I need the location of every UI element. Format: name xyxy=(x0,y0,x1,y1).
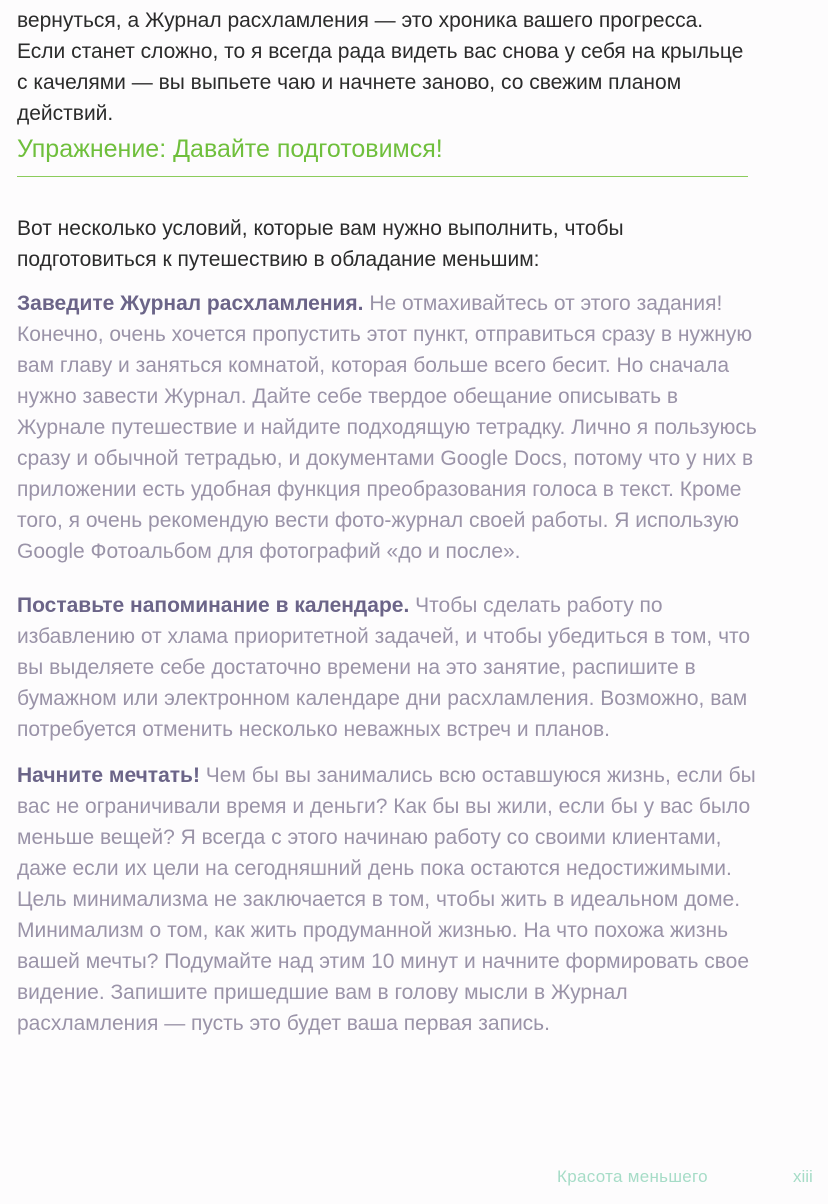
exercise-item-dream xyxy=(17,760,757,1039)
footer-book-title: Красота меньшего xyxy=(557,1167,708,1186)
exercise-item-title: Начните мечтать! xyxy=(17,764,200,787)
exercise-item-body: Чтобы сделать работу по избавлению от хлама приоритетной задачей, и чтобы убедиться в том, что вы выделяете себе достаточно времени на это занятие, распишите в бумажном или электронном календаре дни расхламления. Возможно, вам потребуется отменить несколько неважных встреч и планов. xyxy=(17,594,751,741)
exercise-item-title: Поставьте напоминание в календаре. xyxy=(17,594,410,617)
exercise-lead-paragraph: Вот несколько условий, которые вам нужно выполнить, чтобы подготовиться к путешествию в обладание меньшим: xyxy=(17,217,624,271)
intro-paragraph: вернуться, а Журнал расхламления — это хроника вашего прогресса. Если станет сложно, то я всегда рада видеть вас снова у себя на крыльце с качелями — вы выпьете чаю и начнете заново, со свежим планом действий. xyxy=(17,9,744,125)
exercise-item-journal xyxy=(17,288,757,567)
exercise-item-body: Чем бы вы занимались всю оставшуюся жизнь, если бы вас не ограничивали время и деньги? Как бы вы жили, если бы у вас было меньше вещей? Я всегда с этого начинаю работу со своими клиентами, даже если их цели на сегодняшний день пока остаются недостижимыми. Цель минимализма не заключается в том, чтобы жить в идеальном доме. Минимализм о том, как жить продуманной жизнью. На что похожа жизнь вашей мечты? Подумайте над этим 10 минут и начните формировать свое видение. Запишите пришедшие вам в голову мысли в Журнал расхламления — пусть это будет ваша первая запись. xyxy=(17,764,756,1035)
exercise-item-calendar xyxy=(17,590,757,745)
exercise-heading: Упражнение: Давайте подготовимся! xyxy=(17,135,443,163)
footer-page-number: xiii xyxy=(793,1167,813,1186)
heading-divider xyxy=(17,176,748,177)
exercise-item-body: Не отмахивайтесь от этого задания! Конечно, очень хочется пропустить этот пункт, отправиться сразу в нужную вам главу и заняться комнатой, которая больше всего бесит. Но сначала нужно завести Журнал. Дайте себе твердое обещание описывать в Журнале путешествие и найдите подходящую тетрадку. Лично я пользуюсь сразу и обычной тетрадью, и документами Google Docs, потому что у них в приложении есть удобная функция преобразования голоса в текст. Кроме того, я очень рекомендую вести фото-журнал своей работы. Я использую Google Фотоальбом для фотографий «до и после». xyxy=(17,292,757,563)
exercise-item-title: Заведите Журнал расхламления. xyxy=(17,292,364,315)
